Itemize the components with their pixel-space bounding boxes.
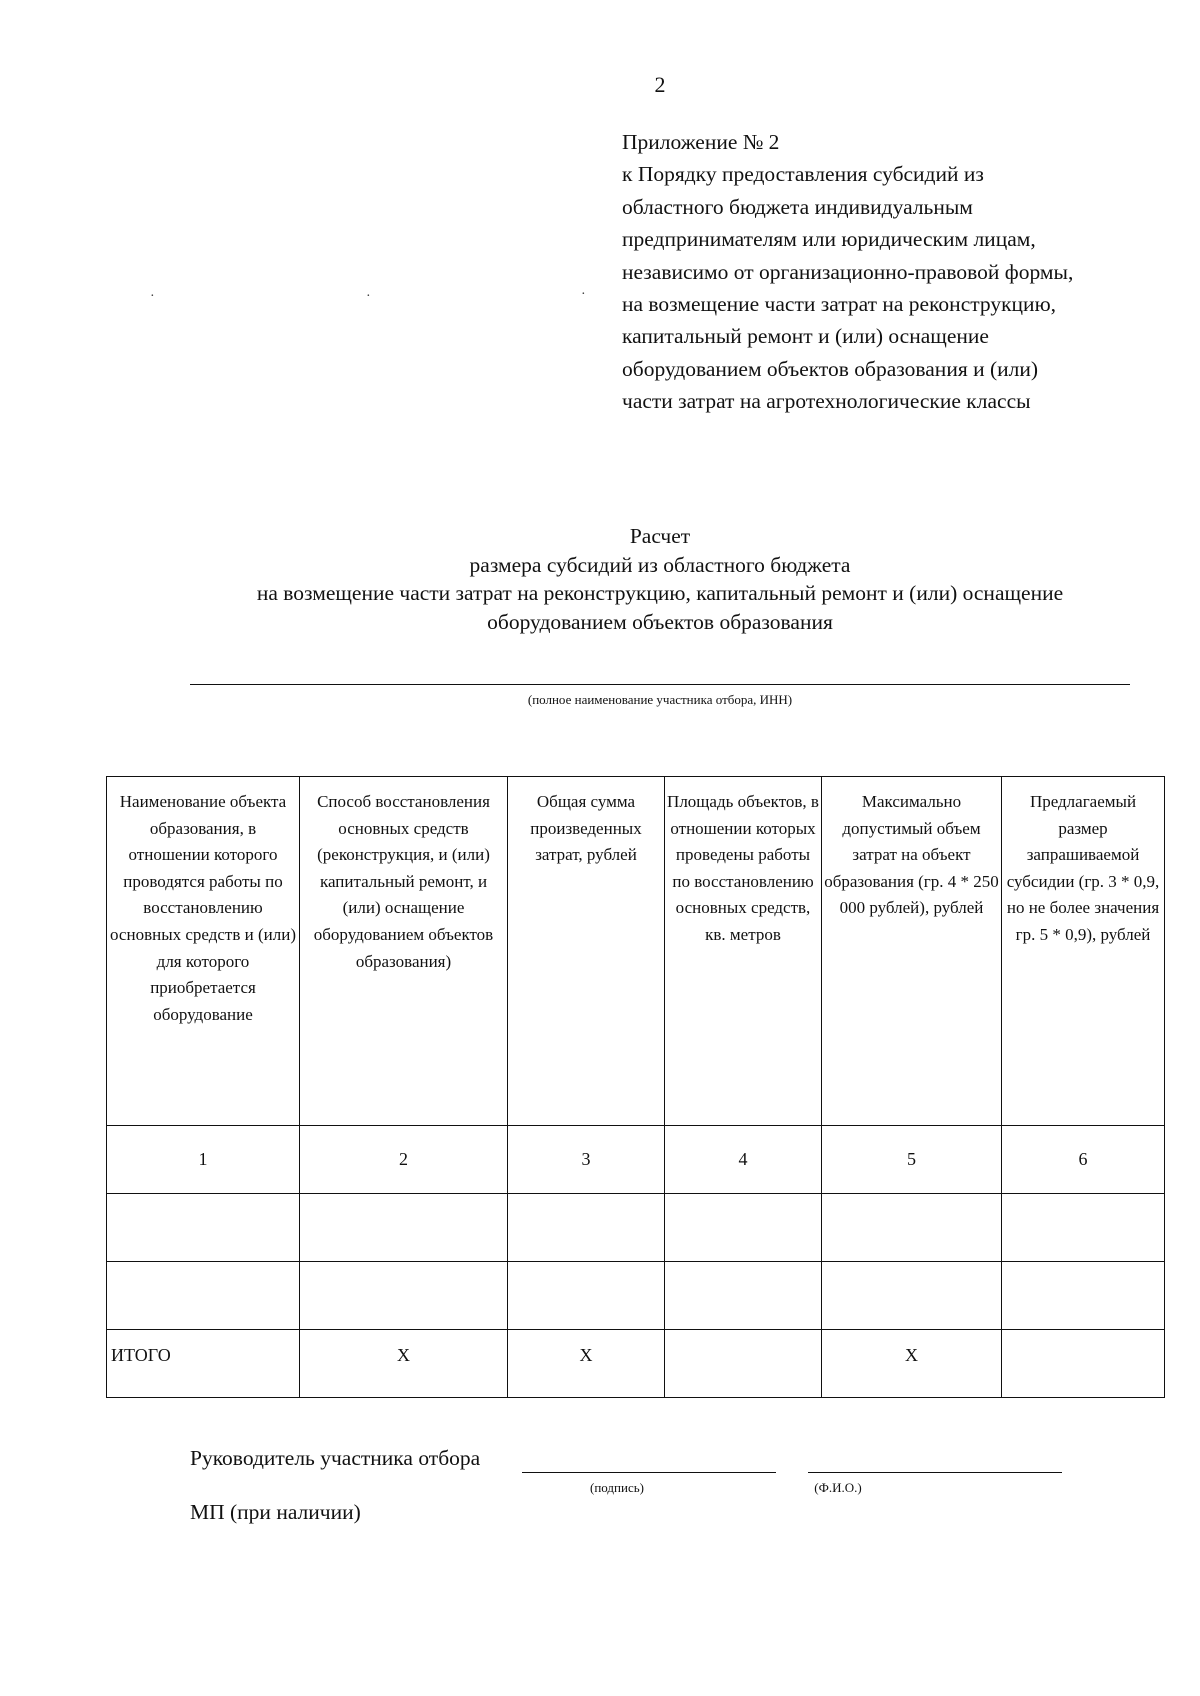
total-cell: Х	[822, 1330, 1002, 1398]
total-cell: Х	[508, 1330, 665, 1398]
total-cell[interactable]	[1002, 1330, 1165, 1398]
document-title	[0, 522, 1200, 636]
table-row	[107, 1194, 1165, 1262]
table-cell[interactable]	[508, 1194, 665, 1262]
table-cell[interactable]	[822, 1262, 1002, 1330]
column-number: 3	[508, 1126, 665, 1194]
column-header: Способ восстановления основных средств (реконструкция, и (или) капитальный ремонт, и (или) оснащение оборудованием объектов образования)	[300, 777, 508, 1126]
total-row	[107, 1330, 1165, 1398]
scan-speck: ·	[581, 287, 586, 302]
signature-field[interactable]	[522, 1472, 776, 1473]
scan-speck: ·	[366, 289, 371, 304]
appendix-line: оборудованием объектов образования и (или)	[622, 356, 1039, 381]
column-header: Наименование объекта образования, в отношении которого проводятся работы по восстановлению основных средств и (или) для которого приобретается оборудование	[107, 777, 300, 1126]
title-line: на возмещение части затрат на реконструкцию, капитальный ремонт и (или) оснащение	[256, 581, 1064, 605]
column-number-row	[107, 1126, 1165, 1194]
table-cell[interactable]	[665, 1262, 822, 1330]
appendix-line: капитальный ремонт и (или) оснащение	[622, 324, 989, 349]
calculation-table	[106, 776, 1165, 1398]
total-cell[interactable]	[665, 1330, 822, 1398]
scan-speck: ·	[150, 289, 155, 304]
appendix-line: предпринимателям или юридическим лицам,	[622, 227, 1036, 252]
appendix-line: на возмещение части затрат на реконструкцию,	[622, 292, 1056, 317]
column-number: 6	[1002, 1126, 1165, 1194]
appendix-line: к Порядку предоставления субсидий из	[622, 162, 984, 187]
appendix-note	[622, 126, 1073, 418]
column-header: Предлагаемый размер запрашиваемой субсидии (гр. 3 * 0,9, но не более значения гр. 5 * 0,9), рублей	[1002, 777, 1165, 1126]
title-line: размера субсидий из областного бюджета	[469, 552, 851, 577]
appendix-line: Приложение № 2	[622, 130, 780, 154]
total-cell: Х	[300, 1330, 508, 1398]
stamp-label: МП (при наличии)	[190, 1500, 361, 1524]
title-line: оборудованием объектов образования	[487, 609, 833, 634]
column-header: Площадь объектов, в отношении которых проведены работы по восстановлению основных средств, кв. метров	[665, 777, 822, 1126]
signature-caption: (подпись)	[590, 1480, 644, 1495]
total-label: ИТОГО	[107, 1330, 300, 1398]
table-cell[interactable]	[300, 1194, 508, 1262]
table-cell[interactable]	[665, 1194, 822, 1262]
appendix-line: независимо от организационно-правовой формы,	[622, 259, 1074, 284]
column-number: 1	[107, 1126, 300, 1194]
signatory-label: Руководитель участника отбора	[190, 1446, 481, 1470]
column-header: Общая сумма произведенных затрат, рублей	[508, 777, 665, 1126]
participant-caption: (полное наименование участника отбора, ИНН)	[527, 692, 793, 707]
full-name-caption: (Ф.И.О.)	[814, 1480, 862, 1495]
page-number: 2	[654, 72, 666, 97]
table-cell[interactable]	[107, 1262, 300, 1330]
table-cell[interactable]	[300, 1262, 508, 1330]
table-cell[interactable]	[107, 1194, 300, 1262]
table-row	[107, 1262, 1165, 1330]
column-number: 4	[665, 1126, 822, 1194]
participant-name-field[interactable]	[190, 684, 1130, 685]
appendix-line: части затрат на агротехнологические классы	[622, 389, 1031, 414]
table-header-row	[107, 777, 1165, 1126]
column-header: Максимально допустимый объем затрат на объект образования (гр. 4 * 250 000 рублей), рублей	[822, 777, 1002, 1126]
full-name-field[interactable]	[808, 1472, 1062, 1473]
table-cell[interactable]	[1002, 1194, 1165, 1262]
column-number: 5	[822, 1126, 1002, 1194]
table-cell[interactable]	[508, 1262, 665, 1330]
title-line: Расчет	[629, 524, 691, 548]
appendix-line: областного бюджета индивидуальным	[622, 194, 973, 219]
column-number: 2	[300, 1126, 508, 1194]
table-cell[interactable]	[1002, 1262, 1165, 1330]
table-cell[interactable]	[822, 1194, 1002, 1262]
